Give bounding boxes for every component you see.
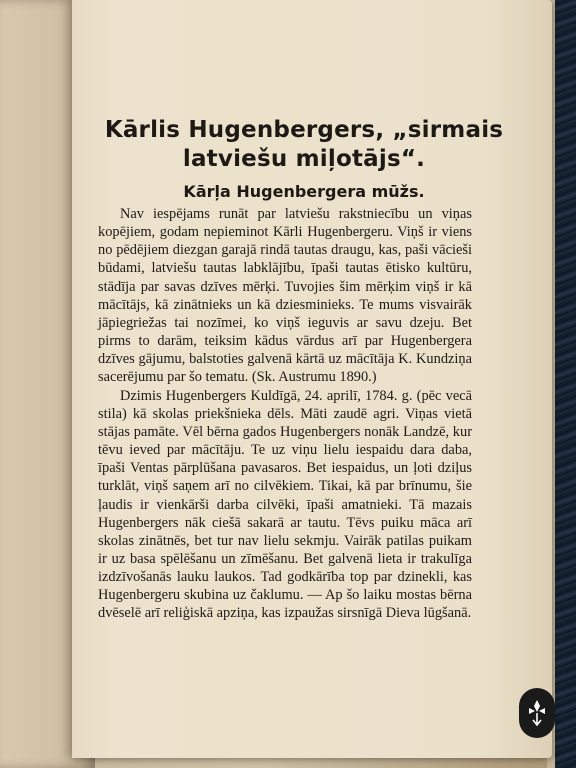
page-title: Kārlis Hugenbergers, „sirmais latviešu miļotājs“.: [104, 117, 504, 172]
feather-logo-icon: [525, 698, 549, 728]
book-cover-spine: [552, 0, 576, 768]
watermark-logo: [519, 688, 555, 738]
paragraph: Nav iespējams runāt par latviešu rakstniecību un viņas kopējiem, godam nepieminot Kārli Hugenbergeru. Viņš ir viens no pēdējiem diezgan garajā rindā tautas draugu, kas, paši vācieši būdami, latviešu tautas labklājību, īpaši tautas ētisko kultūru, stādīja par savas dzīves mērķi. Tuvojies šim mērķim viņš ir kā mācītājs, kā zinātnieks un kā dziesminieks. Te mums visvairāk jāpiegriežas tai nozīmei, ko viņš ieguvis ar savu dzeju. Bet pirms to darām, teiksim kādus vārdus arī par Hugenbergera dzīves gājumu, balstoties galvenā kārtā uz mācītāja K. Kundziņa sacerējumu par šo tematu. (Sk. Austrumu 1890.): [98, 206, 472, 386]
paragraph: Dzimis Hugenbergers Kuldīgā, 24. aprilī, 1784. g. (pēc vecā stila) kā skolas priekšnieka dēls. Māti zaudē agri. Viņas vietā stājas pamāte. Vēl bērna gados Hugenbergers nonāk Landzē, kur tēvu ieved par mācītāju. Te uz viņu lielu iespaidu dara daba, īpaši Ventas pārplūšana pavasaros. Bet iespaidus, un ļoti dziļus turklāt, viņš saņem arī no cilvēkiem. Tikai, kā par brīnumu, šie ļaudis ir vienkārši darba cilvēki, īpaši amatnieki. Tā mazais Hugenbergers nāk ciešā sakarā ar tautu. Tēvs puiku māca arī skolas zinātnēs, bet tur nav lielu sekmju. Vairāk patilas puikam ir uz basa spēlēšanu un zīmēšanu. Bet galvenā lieta ir trakulīga izdzīvošanās lauku laukos. Tad godkārība top par dzinekli, kas Hugenbergeru skubina uz čaklumu. — Ap šo laiku mostas bērna dvēselē arī reliģiskā apziņa, kas izpaužas sirsnīgā Dieva lūgšanā.: [98, 387, 472, 622]
page-subtitle: Kārļa Hugenbergera mūžs.: [183, 182, 425, 201]
body-text: [98, 205, 472, 623]
